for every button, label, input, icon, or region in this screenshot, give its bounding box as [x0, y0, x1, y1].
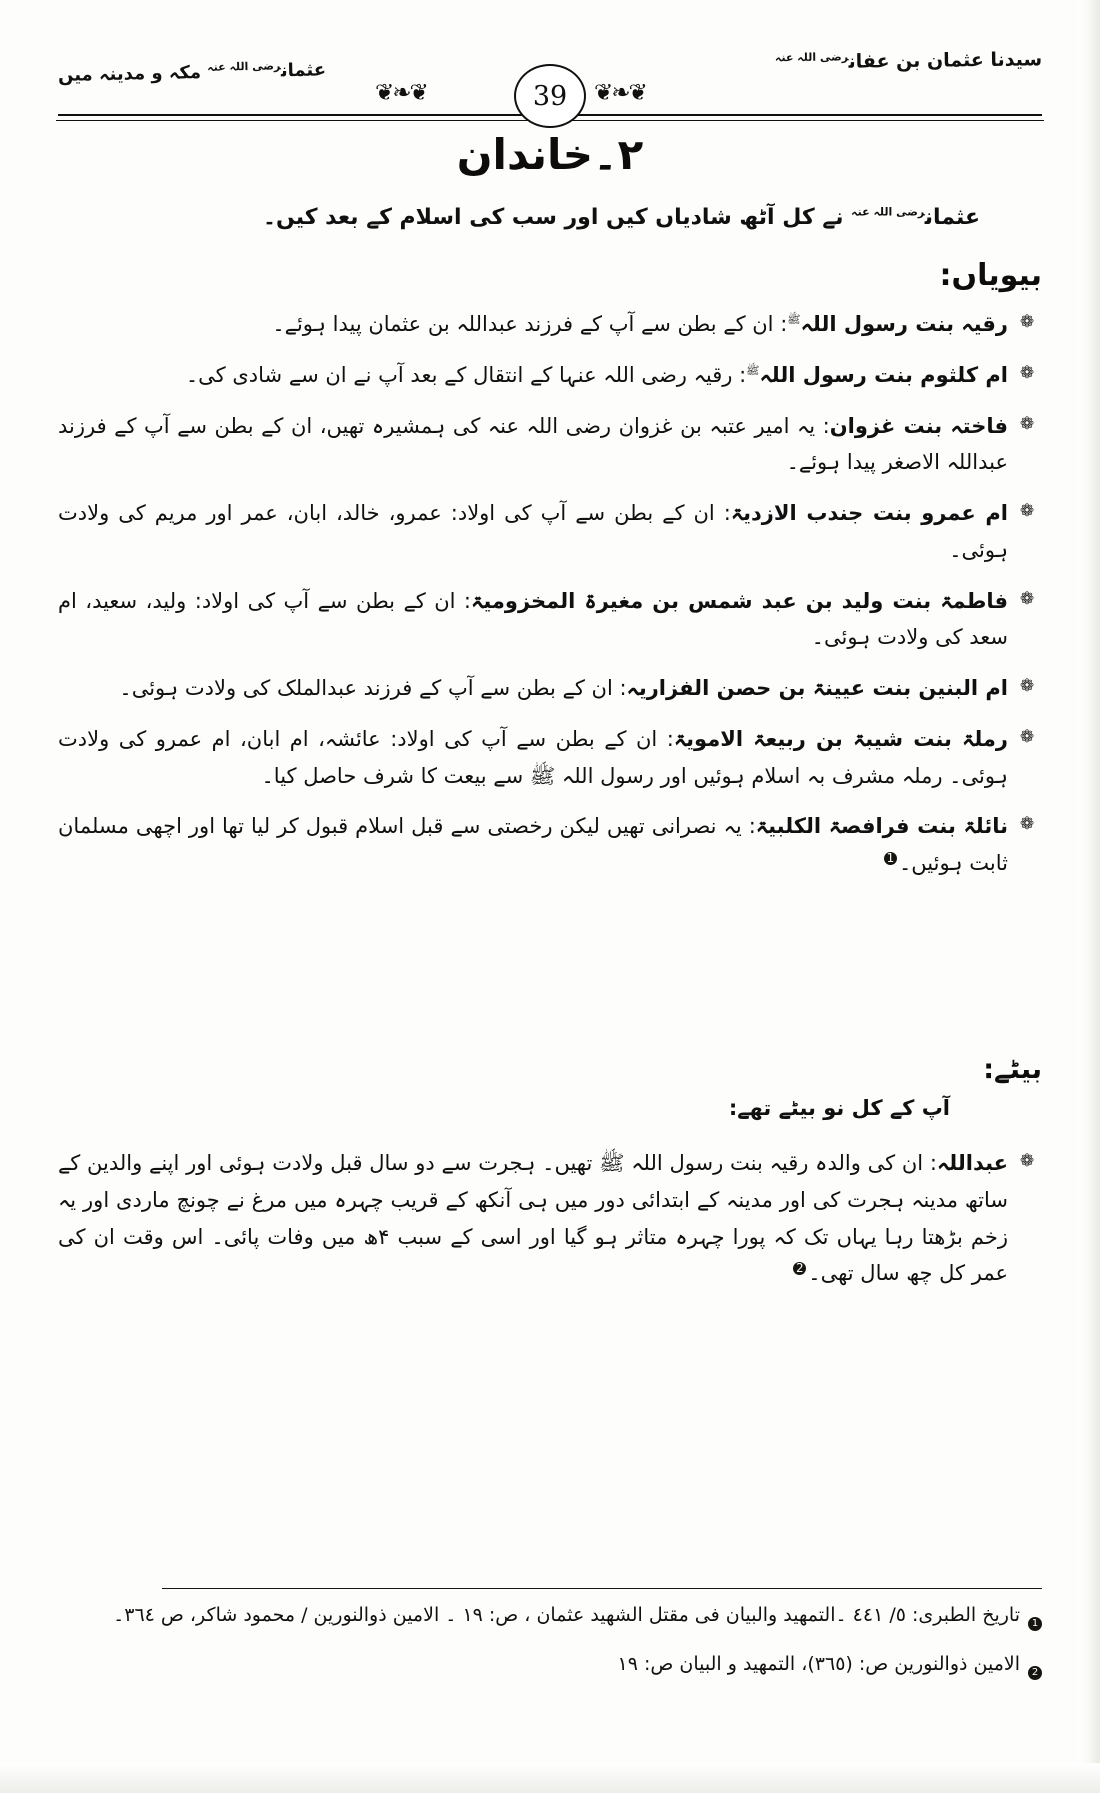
wife-name: فاختہ بنت غزوان: [829, 413, 1008, 438]
chapter-intro: [240, 200, 980, 235]
wife-name: ام البنین بنت عیینۃ بن حصن الفزاریہ: [626, 676, 1008, 700]
flower-bullet-icon: ❁: [1019, 726, 1035, 747]
header-chapter-title-rest: مکہ و مدینہ میں: [57, 62, 202, 86]
flower-bullet-icon: ❁: [1019, 413, 1035, 434]
list-item: [58, 583, 1042, 657]
page-number-badge: [514, 64, 586, 128]
wife-entry: [58, 583, 1012, 657]
prophet-honorific-icon: ﷺ: [746, 363, 760, 377]
flower-bullet-icon: ❁: [1019, 588, 1035, 609]
page-title: ۲۔خاندان: [456, 130, 644, 179]
wife-description: : ان کے بطن سے آپ کے فرزند عبداللہ بن عثمان پیدا ہوئے۔: [272, 312, 788, 336]
wife-entry: [58, 808, 1012, 882]
list-item: [58, 357, 1042, 394]
sons-lead-text: آپ کے کل نو بیٹے تھے:: [728, 1096, 950, 1120]
page-number: 39: [532, 80, 568, 112]
list-item: [58, 306, 1042, 343]
footnote-text: تاریخ الطبری: ٥/ ٤٤١ ۔التمهيد والبيان فى مقتل الشهيد عثمان ، ص: ١٩ ۔ الامين ذوالنورين / محمود شاكر، ص ٣٦٤۔: [113, 1604, 1020, 1626]
footnote-text: الامين ذوالنورين ص: (٣٦٥)، التمهيد و البيان ص: ١٩: [617, 1653, 1020, 1676]
son-entry: [58, 1145, 1012, 1292]
sons-list: [58, 1145, 1042, 1306]
header-chapter-title: [58, 58, 327, 86]
header-chapter-title-main: عثمان: [280, 59, 327, 82]
wife-entry: [58, 721, 1012, 795]
flower-bullet-icon: ❁: [1019, 814, 1035, 835]
list-item: [58, 721, 1042, 795]
section-heading-wives: بیویاں:: [939, 258, 1042, 293]
footnote-item: [58, 1600, 1042, 1635]
wife-description: : ان کے بطن سے آپ کی اولاد: عائشہ، ام ابان، ام عمرو کی ولادت ہوئی۔ رملہ مشرف بہ اسلام ہوئیں اور رسول اللہ ﷺ سے بیعت کا شرف حاصل کیا۔: [58, 726, 1008, 788]
header-book-title-main: سیدنا عثمان بن عفان: [848, 48, 1043, 73]
header-chapter-title-honorific: رضی اللہ عنہ: [207, 59, 281, 74]
footnote-marker-icon: 1: [1020, 1600, 1042, 1635]
footnote-reference-1[interactable]: 1: [884, 852, 897, 865]
wife-description: : یہ نصرانی تھیں لیکن رخصتی سے قبل اسلام قبول کر لیا تھا اور اچھی مسلمان ثابت ہوئیں۔: [58, 814, 1008, 875]
list-item: [58, 495, 1042, 569]
son-name: عبداللہ: [936, 1151, 1008, 1175]
son-description: : ان کی والدہ رقیہ بنت رسول اللہ ﷺ تھیں۔ ہجرت سے دو سال قبل ولادت ہوئی اور اپنے والدین کے ساتھ مدینہ ہجرت کی اور مدینہ کے ابتدائی دور میں ہی آنکھ کے قریب چہرہ میں مرغ نے چونچ ماردی اور یہ زخم بڑھتا رہا یہاں تک کہ پورا چہرہ متاثر ہو گیا اور اسی کے سبب ۴ھ میں وفات پائی۔ اس وقت ان کی عمر کل چھ سال تھی۔: [58, 1151, 1009, 1286]
wife-description: : ان کے بطن سے آپ کی اولاد: ولید، سعید، ام سعد کی ولادت ہوئی۔: [58, 588, 1008, 650]
footnotes-block: [58, 1600, 1042, 1699]
chapter-intro-rest: نے کل آٹھ شادیاں کیں اور سب کی اسلام کے بعد کیں۔: [263, 205, 844, 230]
wife-name: نائلۃ بنت فرافصۃ الکلبیۃ: [755, 814, 1009, 839]
flower-bullet-icon: ❁: [1019, 501, 1035, 521]
footnote-reference-2[interactable]: 2: [793, 1262, 806, 1275]
wife-entry: [58, 408, 1012, 482]
wife-entry: [58, 306, 1012, 343]
wife-entry: [58, 495, 1012, 569]
flower-bullet-icon: ❁: [1019, 1151, 1035, 1171]
list-item: [58, 1145, 1042, 1292]
flower-bullet-icon: ❁: [1019, 312, 1035, 332]
header-book-title-honorific: رضی اللہ عنہ: [774, 50, 849, 65]
ornament-right-icon: ❦❧❦: [594, 80, 646, 106]
footnote-item: [58, 1649, 1042, 1684]
wife-entry: [58, 357, 1012, 394]
list-item: [58, 408, 1042, 482]
wife-name: رقیہ بنت رسول اللہ: [800, 312, 1008, 336]
footnote-marker-icon: 2: [1020, 1649, 1042, 1684]
chapter-intro-prefix: عثمان: [924, 205, 980, 230]
wife-name: ام کلثوم بنت رسول اللہ: [759, 362, 1008, 387]
prophet-honorific-icon: ﷺ: [787, 313, 801, 326]
flower-bullet-icon: ❁: [1019, 676, 1035, 696]
page-header: [58, 42, 1042, 120]
wife-name: فاطمۃ بنت ولید بن عبد شمس بن مغیرۃ المخزومیۃ: [471, 588, 1008, 613]
wife-description: : رقیہ رضی اللہ عنہا کے انتقال کے بعد آپ نے ان سے شادی کی۔: [185, 362, 747, 387]
header-book-title: [775, 48, 1042, 74]
flower-bullet-icon: ❁: [1019, 362, 1035, 383]
scan-edge-right: [1078, 0, 1100, 1793]
wives-list: [58, 306, 1042, 896]
chapter-intro-honorific: رضی اللہ عنہ: [851, 205, 925, 219]
scan-edge-bottom: [0, 1763, 1100, 1793]
wife-entry: [58, 670, 1012, 707]
wife-name: رملۃ بنت شیبۃ بن ربیعۃ الامویۃ: [673, 726, 1008, 751]
wife-name: ام عمرو بنت جندب الازدیۃ: [730, 501, 1008, 525]
section-heading-sons: بیٹے:: [983, 1054, 1042, 1085]
wife-description: : ان کے بطن سے آپ کی اولاد: عمرو، خالد، ابان، عمر اور مریم کی ولادت ہوئی۔: [58, 501, 1008, 562]
wife-description: : یہ امیر عتبہ بن غزوان رضی اللہ عنہ کی ہمشیرہ تھیں، ان کے بطن سے آپ کے فرزند عبداللہ الاصغر پیدا ہوئے۔: [58, 413, 1008, 475]
wife-description: : ان کے بطن سے آپ کے فرزند عبدالملک کی ولادت ہوئی۔: [119, 676, 627, 700]
ornament-left-icon: ❦❧❦: [375, 80, 427, 106]
list-item: [58, 670, 1042, 707]
list-item: [58, 808, 1042, 882]
footnote-divider: [162, 1588, 1042, 1589]
